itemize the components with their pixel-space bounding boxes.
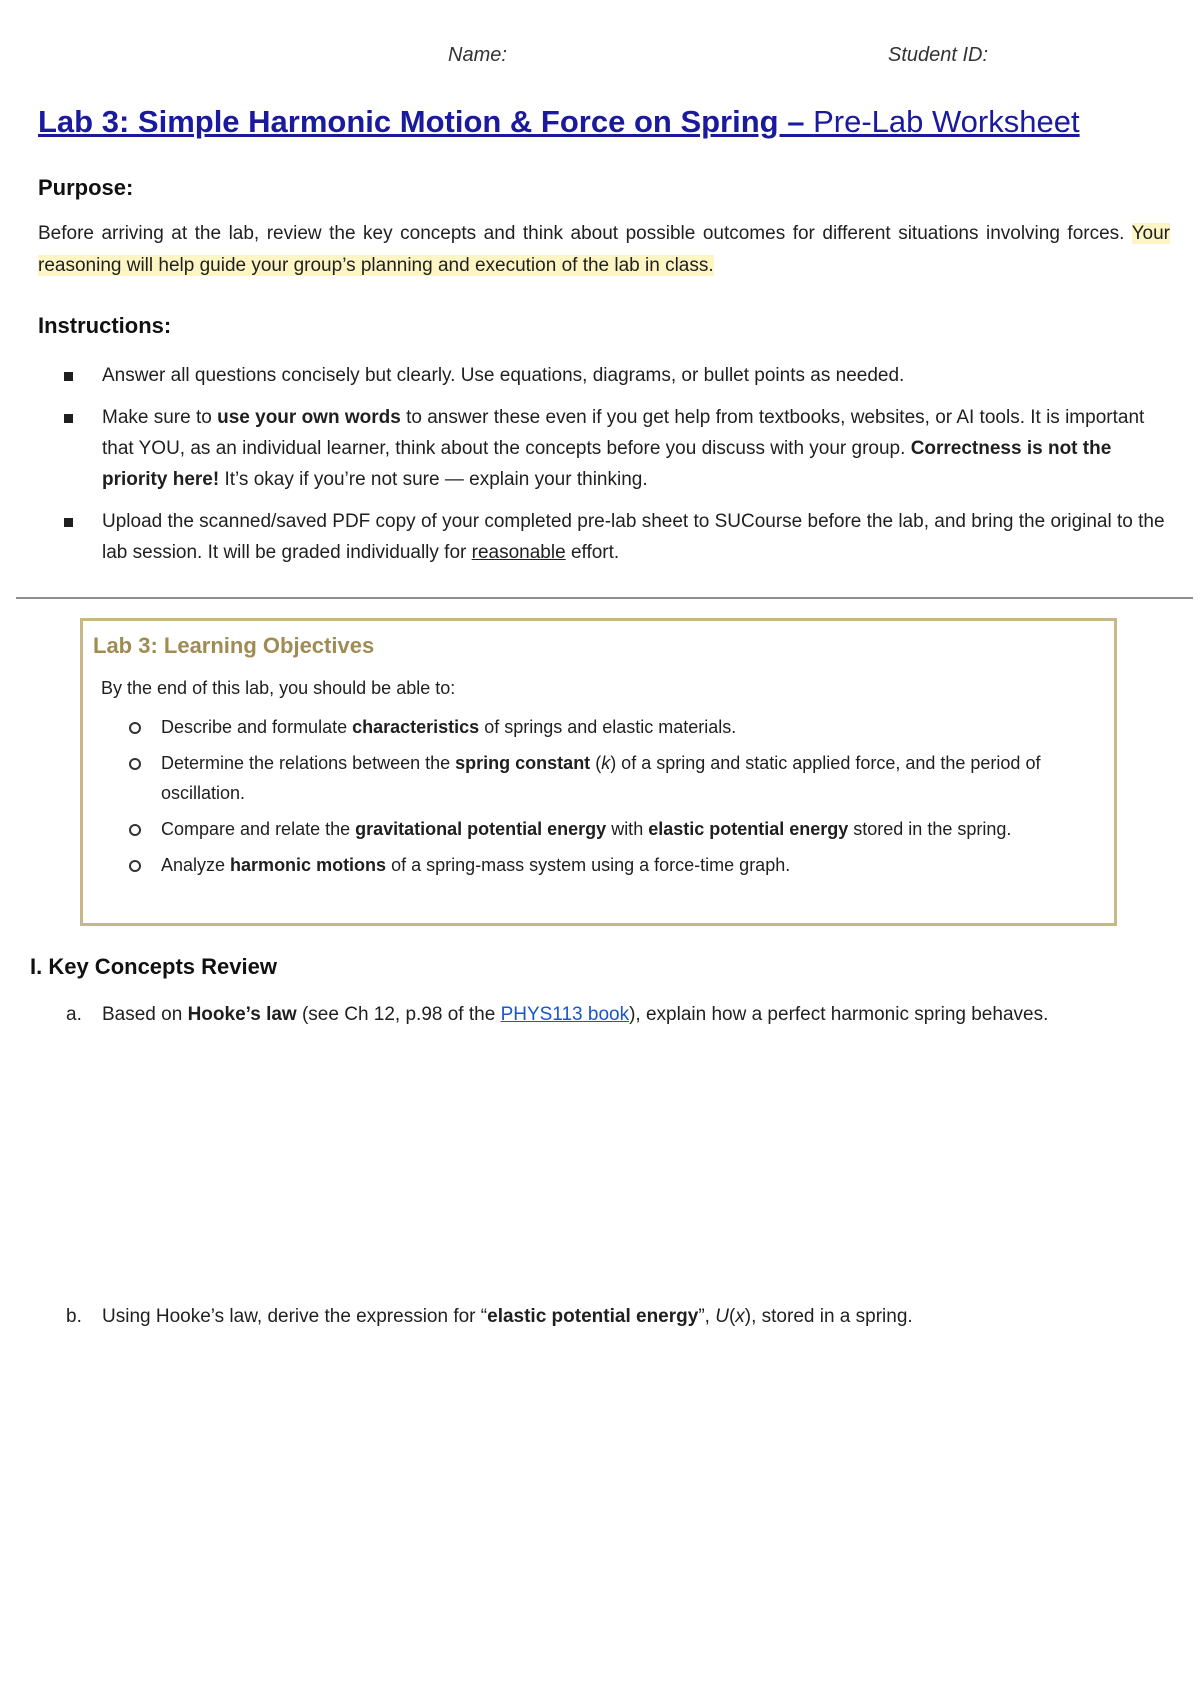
instruction-2-mid: to answer these even if you get help from textbooks, websites, or AI tools. It is important that YOU, as an individual learner, think about the concepts before you discuss with your group. (102, 407, 1145, 459)
question-a-bold: Hooke’s law (187, 1004, 297, 1025)
question-b-text (102, 1302, 913, 1332)
instruction-2-post: It’s okay if you’re not sure — explain your thinking. (219, 469, 648, 490)
question-a-mid: (see Ch 12, p.98 of the (296, 1004, 501, 1025)
objectives-intro: By the end of this lab, you should be able to: (101, 678, 456, 698)
instruction-3-underline: reasonable (471, 542, 566, 563)
objective-1-pre: Describe and formulate (161, 717, 353, 737)
circle-bullet-icon (129, 860, 141, 872)
square-bullet-icon (64, 518, 73, 527)
objective-item (129, 712, 1089, 742)
question-b-letter: b. (66, 1306, 82, 1327)
title-sub: Pre-Lab Worksheet (813, 104, 1080, 139)
question-a-pre: Based on (102, 1004, 188, 1025)
circle-bullet-icon (129, 758, 141, 770)
purpose-text (38, 218, 1170, 282)
instructions-heading: Instructions: (38, 313, 172, 338)
question-b-post: ), stored in a spring. (744, 1306, 913, 1327)
objectives-title: Lab 3: Learning Objectives (93, 633, 375, 658)
objective-4-bold: harmonic motions (230, 855, 387, 875)
circle-bullet-icon (129, 722, 141, 734)
instruction-2-bold: use your own words (217, 407, 401, 428)
student-id-label: Student ID: (888, 44, 989, 66)
objective-4-post: of a spring-mass system using a force-time graph. (386, 855, 791, 875)
objective-2-italic: k (601, 753, 611, 773)
instruction-1-text: Answer all questions concisely but clearly. Use equations, diagrams, or bullet points as needed. (102, 365, 905, 386)
question-a-letter: a. (66, 1004, 82, 1025)
instructions-list (64, 360, 1174, 579)
instruction-2-bold2: Correctness is not the priority here! (102, 438, 1112, 490)
question-b-pre: Using Hooke’s law, derive the expression for “ (102, 1306, 488, 1327)
key-concepts-heading: I. Key Concepts Review (30, 954, 277, 979)
objective-2-bold: spring constant (455, 753, 591, 773)
instruction-3-post: effort. (565, 542, 620, 563)
objective-1-post: of springs and elastic materials. (479, 717, 737, 737)
objective-3-bold2: elastic potential energy (648, 819, 849, 839)
header-row (0, 44, 1200, 72)
question-b-mid: ”, (698, 1306, 716, 1327)
objective-2-mid: ( (590, 753, 602, 773)
question-a-post: ), explain how a perfect harmonic spring behaves. (629, 1004, 1049, 1025)
name-label: Name: (448, 44, 507, 66)
purpose-body: Before arriving at the lab, review the key concepts and think about possible outcomes for different situations involving forces. (38, 223, 1132, 244)
question-a-text (102, 1000, 1048, 1030)
instruction-2-pre: Make sure to (102, 407, 218, 428)
question-b-paren: ( (728, 1306, 736, 1327)
objective-2-post: ) of a spring and static applied force, and the period of oscillation. (161, 753, 1041, 803)
square-bullet-icon (64, 372, 73, 381)
question-b-italic-u: U (715, 1306, 729, 1327)
question-b-bold: elastic potential energy (487, 1306, 699, 1327)
square-bullet-icon (64, 414, 73, 423)
section-divider (16, 597, 1193, 599)
circle-bullet-icon (129, 824, 141, 836)
phys113-book-link[interactable]: PHYS113 book (500, 1004, 630, 1025)
objective-4-pre: Analyze (161, 855, 231, 875)
objective-item (129, 748, 1089, 808)
purpose-highlight: Your reasoning will help guide your group’s planning and execution of the lab in class. (38, 223, 1170, 276)
instruction-3-pre: Upload the scanned/saved PDF copy of your completed pre-lab sheet to SUCourse before the lab, and bring the original to the lab session. It will be graded individually for (102, 511, 1165, 563)
instruction-item (64, 506, 1174, 568)
instruction-item (64, 402, 1174, 495)
learning-objectives-box (80, 618, 1117, 926)
objectives-list (129, 712, 1089, 886)
purpose-heading: Purpose: (38, 175, 134, 200)
objective-2-pre: Determine the relations between the (161, 753, 456, 773)
objective-3-post: stored in the spring. (848, 819, 1012, 839)
instruction-item (64, 360, 1174, 391)
objective-1-bold: characteristics (352, 717, 480, 737)
objective-item (129, 814, 1089, 844)
question-b-italic-x: x (735, 1306, 745, 1327)
objective-3-bold: gravitational potential energy (355, 819, 607, 839)
title-main: Lab 3: Simple Harmonic Motion & Force on Spring – (38, 104, 814, 139)
objective-3-pre: Compare and relate the (161, 819, 356, 839)
objective-item (129, 850, 1089, 880)
objective-3-mid: with (606, 819, 649, 839)
page-title (38, 104, 1168, 140)
